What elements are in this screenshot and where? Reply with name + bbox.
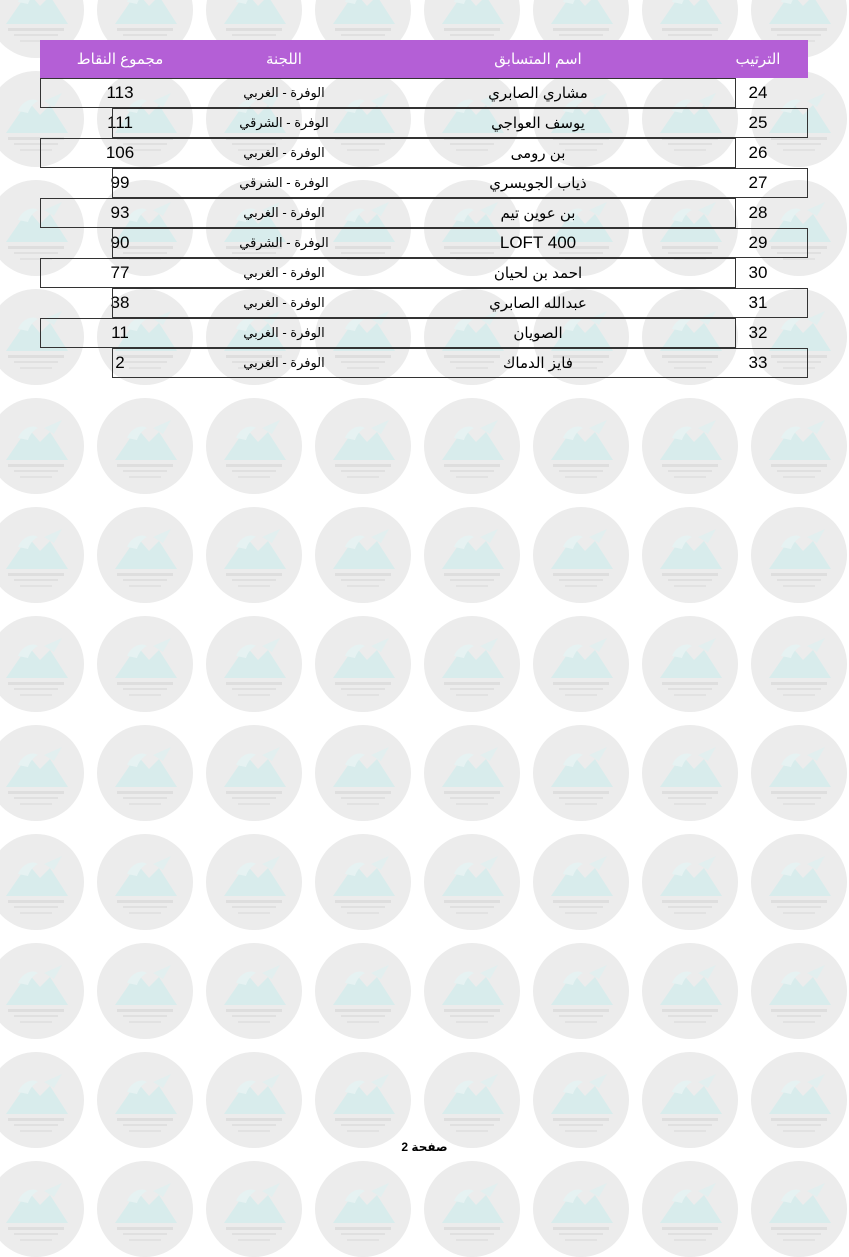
cell-rank: 28 xyxy=(748,203,768,222)
cell-category: الوفرة - الغربي xyxy=(243,265,325,280)
pigeon-club-logo-icon xyxy=(424,943,520,1039)
header-name: اسم المتسابق xyxy=(368,40,708,78)
pigeon-club-logo-icon xyxy=(424,1161,520,1257)
cell-category: الوفرة - الغربي xyxy=(243,325,325,340)
cell-points: 111 xyxy=(107,113,133,132)
pigeon-club-logo-icon xyxy=(533,725,629,821)
pigeon-club-logo-icon xyxy=(206,1161,302,1257)
pigeon-club-logo-icon xyxy=(642,834,738,930)
pigeon-club-logo-icon xyxy=(0,1052,84,1148)
table-row xyxy=(40,228,808,258)
pigeon-club-logo-icon xyxy=(206,1052,302,1148)
table-row xyxy=(40,258,808,288)
cell-name: احمد بن لحيان xyxy=(493,265,583,282)
cell-points: 93 xyxy=(110,203,130,222)
pigeon-club-logo-icon xyxy=(315,1052,411,1148)
pigeon-club-logo-icon xyxy=(206,507,302,603)
pigeon-club-logo-icon xyxy=(97,943,193,1039)
cell-category: الوفرة - الغربي xyxy=(243,85,325,100)
pigeon-club-logo-icon xyxy=(751,1052,847,1148)
pigeon-club-logo-icon xyxy=(0,725,84,821)
pigeon-club-logo-icon xyxy=(315,507,411,603)
cell-rank: 29 xyxy=(748,233,768,252)
cell-category: الوفرة - الغربي xyxy=(243,145,325,160)
cell-name: مشاري الصابري xyxy=(488,85,588,102)
pigeon-club-logo-icon xyxy=(206,834,302,930)
cell-name: بن رومى xyxy=(510,145,566,162)
pigeon-club-logo-icon xyxy=(642,943,738,1039)
pigeon-club-logo-icon xyxy=(751,398,847,494)
pigeon-club-logo-icon xyxy=(0,943,84,1039)
table-row xyxy=(40,108,808,138)
cell-category: الوفرة - الغربي xyxy=(243,295,325,310)
pigeon-club-logo-icon xyxy=(424,834,520,930)
cell-name: يوسف العواجي xyxy=(491,115,585,132)
cell-points: 106 xyxy=(105,143,135,162)
pigeon-club-logo-icon xyxy=(533,834,629,930)
cell-rank: 33 xyxy=(748,353,768,372)
pigeon-club-logo-icon xyxy=(315,616,411,712)
pigeon-club-logo-icon xyxy=(642,507,738,603)
pigeon-club-logo-icon xyxy=(424,398,520,494)
cell-name: عبدالله الصابري xyxy=(489,295,587,312)
table-row xyxy=(40,348,808,378)
cell-rank: 26 xyxy=(748,143,768,162)
cell-rank: 30 xyxy=(748,263,768,282)
cell-points: 90 xyxy=(110,233,130,252)
pigeon-club-logo-icon xyxy=(533,1052,629,1148)
pigeon-club-logo-icon xyxy=(751,616,847,712)
pigeon-club-logo-icon xyxy=(206,943,302,1039)
pigeon-club-logo-icon xyxy=(424,507,520,603)
pigeon-club-logo-icon xyxy=(97,1161,193,1257)
table-row xyxy=(40,198,808,228)
cell-points: 99 xyxy=(110,173,130,192)
pigeon-club-logo-icon xyxy=(97,507,193,603)
pigeon-club-logo-icon xyxy=(0,616,84,712)
pigeon-club-logo-icon xyxy=(0,1161,84,1257)
pigeon-club-logo-icon xyxy=(533,943,629,1039)
cell-points: 77 xyxy=(110,263,130,282)
pigeon-club-logo-icon xyxy=(0,398,84,494)
cell-name: بن عوين تيم xyxy=(500,205,576,222)
pigeon-club-logo-icon xyxy=(424,725,520,821)
cell-rank: 24 xyxy=(748,83,768,102)
cell-category: الوفرة - الشرقي xyxy=(239,175,329,190)
table-row xyxy=(40,318,808,348)
table-row xyxy=(40,138,808,168)
pigeon-club-logo-icon xyxy=(642,1052,738,1148)
cell-category: الوفرة - الغربي xyxy=(243,355,325,370)
pigeon-club-logo-icon xyxy=(0,507,84,603)
pigeon-club-logo-icon xyxy=(642,1161,738,1257)
cell-points: 113 xyxy=(106,83,134,102)
cell-rank: 32 xyxy=(748,323,768,342)
pigeon-club-logo-icon xyxy=(642,725,738,821)
pigeon-club-logo-icon xyxy=(206,725,302,821)
table-header-row xyxy=(40,40,808,78)
cell-category: الوفرة - الشرقي xyxy=(239,115,329,130)
pigeon-club-logo-icon xyxy=(533,616,629,712)
cell-points: 11 xyxy=(111,323,129,342)
cell-points: 2 xyxy=(115,353,125,372)
pigeon-club-logo-icon xyxy=(0,834,84,930)
cell-name: LOFT 400 xyxy=(499,233,577,252)
pigeon-club-logo-icon xyxy=(206,398,302,494)
pigeon-club-logo-icon xyxy=(315,725,411,821)
pigeon-club-logo-icon xyxy=(751,943,847,1039)
header-points: مجموع النقاط xyxy=(40,40,200,78)
cell-name: فايز الدماك xyxy=(503,355,573,372)
cell-name: ذياب الجويسري xyxy=(489,175,587,192)
pigeon-club-logo-icon xyxy=(533,1161,629,1257)
pigeon-club-logo-icon xyxy=(642,616,738,712)
pigeon-club-logo-icon xyxy=(97,725,193,821)
pigeon-club-logo-icon xyxy=(97,1052,193,1148)
pigeon-club-logo-icon xyxy=(206,616,302,712)
pigeon-club-logo-icon xyxy=(424,1052,520,1148)
pigeon-club-logo-icon xyxy=(533,398,629,494)
cell-category: الوفرة - الشرقي xyxy=(239,235,329,250)
pigeon-club-logo-icon xyxy=(315,398,411,494)
header-rank: الترتيب xyxy=(708,40,808,78)
results-table xyxy=(40,40,808,378)
header-category: اللجنة xyxy=(200,40,368,78)
table-row xyxy=(40,168,808,198)
pigeon-club-logo-icon xyxy=(97,834,193,930)
pigeon-club-logo-icon xyxy=(751,507,847,603)
cell-category: الوفرة - الغربي xyxy=(243,205,325,220)
pigeon-club-logo-icon xyxy=(642,398,738,494)
pigeon-club-logo-icon xyxy=(97,616,193,712)
cell-name: الصويان xyxy=(513,325,563,342)
pigeon-club-logo-icon xyxy=(315,943,411,1039)
pigeon-club-logo-icon xyxy=(315,834,411,930)
page-number: صفحة 2 xyxy=(401,1140,448,1154)
cell-rank: 31 xyxy=(748,293,768,312)
cell-points: 38 xyxy=(110,293,130,312)
cell-rank: 27 xyxy=(748,173,768,192)
pigeon-club-logo-icon xyxy=(424,616,520,712)
pigeon-club-logo-icon xyxy=(751,725,847,821)
pigeon-club-logo-icon xyxy=(315,1161,411,1257)
table-row xyxy=(40,78,808,108)
pigeon-club-logo-icon xyxy=(751,834,847,930)
pigeon-club-logo-icon xyxy=(751,1161,847,1257)
pigeon-club-logo-icon xyxy=(533,507,629,603)
table-row xyxy=(40,288,808,318)
pigeon-club-logo-icon xyxy=(97,398,193,494)
cell-rank: 25 xyxy=(748,113,768,132)
